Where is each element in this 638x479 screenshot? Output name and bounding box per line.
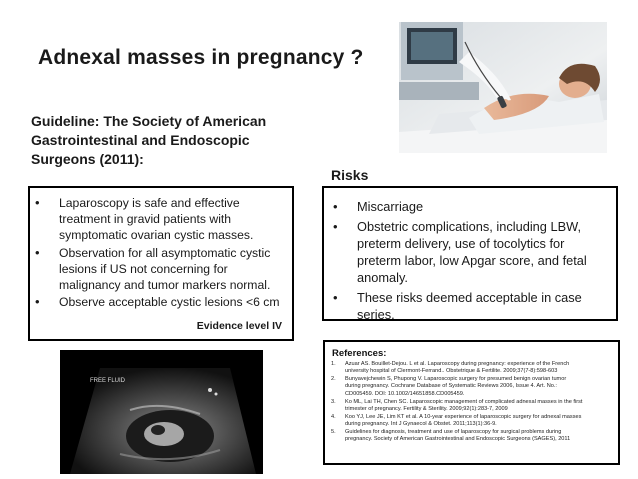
reference-item: 2. Bunyavejchewin S, Phupong V. Laparoscopic surgery for presumed benign ovarian tumor during pregnancy. Cochrane Database of Systematic Reviews 2006, Issue 4. Art. No.: CD005459. DOI: 10.1002/14651858.CD005459. [331,376,567,397]
risk-item: • These risks deemed acceptable in case series. [333,290,582,322]
guideline-line: Surgeons (2011): [31,151,144,167]
bullet-dot: • [333,219,338,234]
references-heading: References: [332,348,387,359]
bullet-dot: • [35,195,40,210]
guideline-line: Gastrointestinal and Endoscopic [31,132,250,148]
guideline-line: Guideline: The Society of American [31,113,267,129]
ultrasound-label: FREE FLUID [90,378,126,384]
reference-item: 5. Guidelines for diagnosis, treatment and use of laparoscopy for surgical problems during pregnancy. Society of American Gastrointestinal and Endoscopic Surgeons (SAGES), 2011 [331,429,571,443]
reference-item: 4. Koo YJ, Lee JE, Lim KT et al. A 10-year experience of laparoscopic surgery for adnexal masses during pregnancy. Int J Gynaecol & Obstet. 2011;113(1):36-9. [331,413,582,428]
evidence-level: Evidence level IV [196,320,282,332]
risks-heading: Risks [331,167,369,183]
guideline-recommendations-box [28,186,294,341]
slide-title: Adnexal masses in pregnancy ? [38,46,364,69]
recommendation-item: • Observe acceptable cystic lesions <6 cm [35,294,280,309]
risk-item: • Miscarriage [333,199,424,214]
risk-item: • Obstetric complications, including LBW, preterm delivery, use of tocolytics for preterm labor, low Apgar score, and fetal anomaly. [333,219,587,285]
reference-item: 1. Azuar AS. Bouillet-Dejou. L et al. Laparoscopy during pregnancy: experience of the French university hospital of Clermont-Ferrand.. Obstetrique & Fertilite. 2009;37(7-8):598-603 [331,361,570,375]
ultrasound-image [60,350,263,474]
bullet-dot: • [35,245,40,260]
bullet-dot: • [35,294,40,309]
bullet-dot: • [333,290,338,305]
risks-box [322,186,618,321]
recommendation-item: • Observation for all asymptomatic cystic lesions if US not concerning for malignancy and tumor markers normal. [35,245,271,292]
recommendation-item: • Laparoscopy is safe and effective treatment in gravid patients with symptomatic ovarian cystic masses. [35,195,254,242]
bullet-dot: • [333,199,338,214]
references-box [323,340,620,465]
reference-item: 3. Ko ML, Lai TH, Chen SC. Laparoscopic management of complicated adnexal masses in the first trimester of pregnancy. Fertility & Sterility. 2009;92(1):283-7, 2009 [331,398,583,412]
guideline-heading [31,112,301,169]
ultrasound-exam-photo [399,22,607,153]
